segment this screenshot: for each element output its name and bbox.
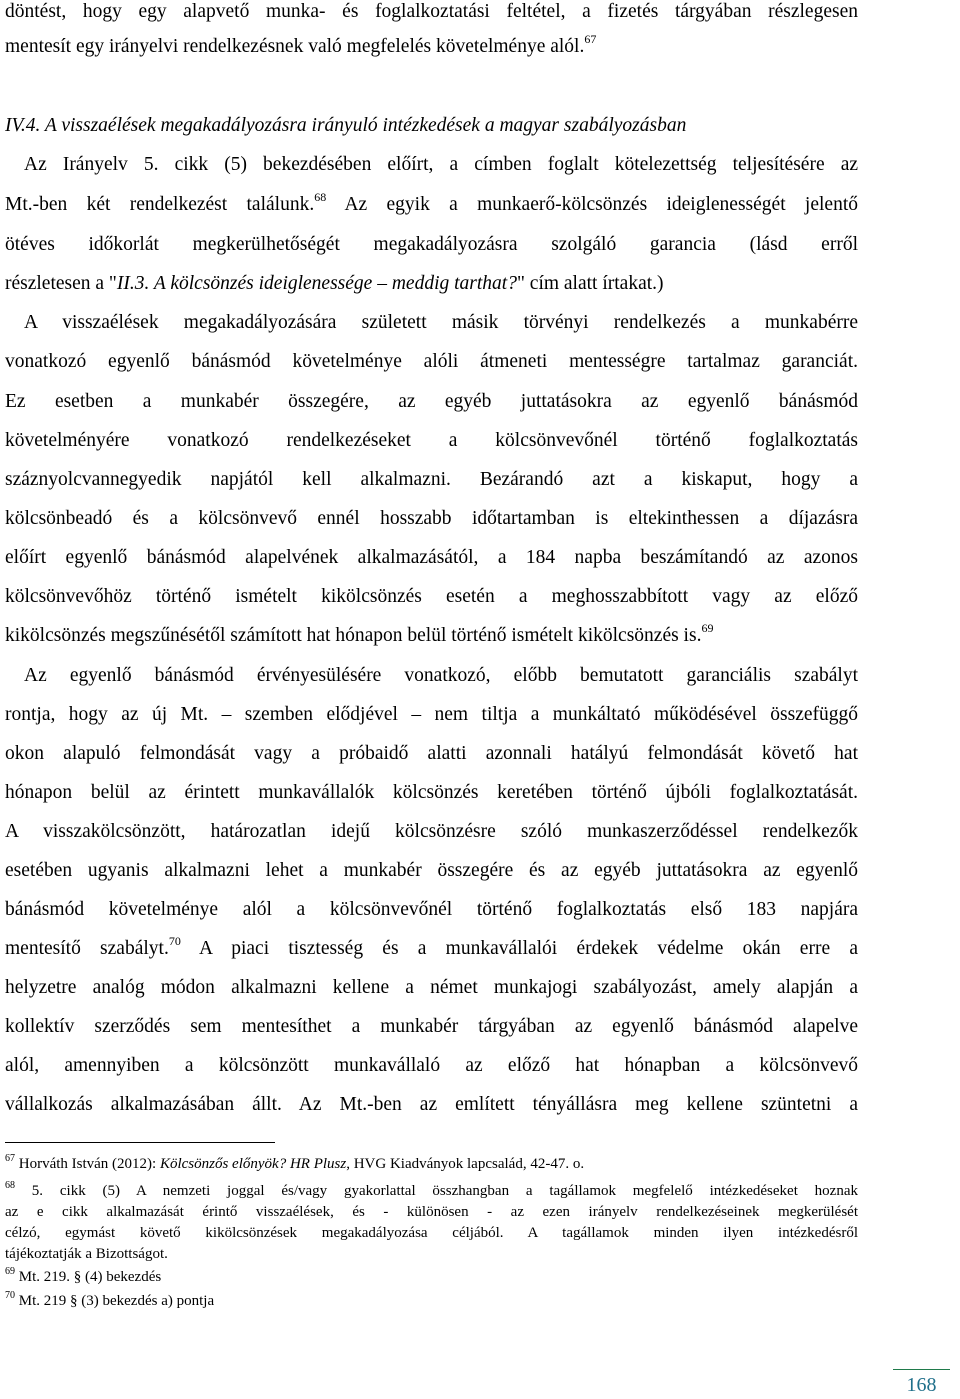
- footnote-ref[interactable]: 68: [314, 189, 327, 204]
- body-line: kölcsönbeadó és a kölcsönvevő ennél hosszabb időtartamban is eltekinthessen a díjazásra: [5, 508, 858, 529]
- body-line: előírt egyenlő bánásmód alapelvének alkalmazásától, a 184 napba beszámítandó az azonos: [5, 547, 858, 568]
- footnote-68-line: tájékoztatják a Bizottságot.: [5, 1246, 168, 1262]
- body-line: ötéves időkorlát megkerülhetőségét megakadályozásra szolgáló garancia (lásd erről: [5, 234, 858, 255]
- body-line: vonatkozó egyenlő bánásmód követelménye alóli átmeneti mentességre tartalmaz garanciát.: [5, 351, 858, 372]
- body-line: esetében ugyanis alkalmazni lehet a munkabér összegére és az egyéb juttatásokra az egyenlő: [5, 860, 858, 881]
- body-line: követelményére vonatkozó rendelkezéseket a kölcsönvevőnél történő foglalkoztatás: [5, 430, 858, 451]
- body-line: Mt.-ben két rendelkezést találunk.$^{68}$ Az egyik a munkaerő-kölcsönzés ideiglenességét jelentő: [5, 189, 858, 215]
- body-line: kölcsönvevőhöz történő ismételt kikölcsönzés esetén a meghosszabbított vagy az előző: [5, 586, 858, 607]
- footnote-67: $^{67}$ Horváth István (2012): Kölcsönzős előnyök? HR Plusz, HVG Kiadványok lapcsalád, 42-47. o.: [5, 1153, 585, 1172]
- body-line: mentesítő szabályt.$^{70}$ A piaci tisztesség és a munkavállalói érdekek védelme okán erre a: [5, 933, 858, 959]
- body-line: Az egyenlő bánásmód érvényesülésére vonatkozó, előbb bemutatott garanciális szabályt: [24, 665, 858, 686]
- footnote-separator: [5, 1142, 275, 1143]
- body-line: A visszakölcsönzött, határozatlan idejű kölcsönzésre szóló munkaszerződéssel rendelkezők: [5, 821, 858, 842]
- body-line: rontja, hogy az új Mt. – szemben elődjével – nem tiltja a munkáltató működésével összefüggő: [5, 704, 858, 725]
- footnote-69: $^{69}$ Mt. 219. § (4) bekezdés: [5, 1266, 162, 1285]
- body-line: mentesít egy irányelvi rendelkezésnek való megfelelés követelménye alól.$^{67}$: [5, 31, 597, 57]
- page-number-rule: [893, 1369, 950, 1370]
- page-number: 168: [906, 1374, 937, 1396]
- body-line: kollektív szerződés sem mentesíthet a munkabér tárgyában az egyenlő bánásmód alapelve: [5, 1016, 858, 1037]
- body-line: bánásmód követelménye alól a kölcsönvevőnél történő foglalkoztatás első 183 napjára: [5, 899, 858, 920]
- footnote-ref[interactable]: 67: [584, 31, 597, 46]
- body-line: kikölcsönzés megszűnésétől számított hat hónapon belül történő ismételt kikölcsönzés is.$^{69}$: [5, 620, 714, 646]
- body-line: hónapon belül az érintett munkavállalók kölcsönzés keretében történő újbóli foglalkoztatását.: [5, 782, 858, 803]
- body-line: Az Irányelv 5. cikk (5) bekezdésében előírt, a címben foglalt kötelezettség teljesítésére az: [24, 154, 858, 175]
- footnote-68-line: célzó, egymást követő kikölcsönzések megakadályozása céljából. A tagállamok minden ilyen intézkedésről: [5, 1225, 858, 1241]
- footnote-68-line: az e cikk alkalmazását érintő visszaélések, és - különösen - az ezen irányelv rendelkezéseinek megkerülését: [5, 1204, 858, 1220]
- body-line: döntést, hogy egy alapvető munka- és foglalkoztatási feltétel, a fizetés tárgyában részlegesen: [5, 1, 858, 22]
- body-line: helyzetre analóg módon alkalmazni kellene a német munkajogi szabályozást, amely alapján a: [5, 977, 858, 998]
- body-line: alól, amennyiben a kölcsönzött munkavállaló az előző hat hónapban a kölcsönvevő: [5, 1055, 858, 1076]
- footnote-ref[interactable]: 70: [168, 933, 181, 948]
- body-line: száznyolcvannegyedik napjától kell alkalmazni. Bezárandó azt a kiskaput, hogy a: [5, 469, 858, 490]
- body-line: részletesen a "II.3. A kölcsönzés ideiglenessége – meddig tarthat?" cím alatt írtakat.): [5, 273, 664, 294]
- footnote-70: $^{70}$ Mt. 219 § (3) bekezdés a) pontja: [5, 1290, 215, 1309]
- body-line: okon alapuló felmondását vagy a próbaidő alatti azonnali hatályú felmondását követő hat: [5, 743, 858, 764]
- section-heading: IV.4. A visszaélések megakadályozásra irányuló intézkedések a magyar szabályozásban: [5, 115, 687, 136]
- footnote-ref[interactable]: 69: [701, 620, 714, 635]
- footnote-68: $^{68}$ 5. cikk (5) A nemzeti joggal és/vagy gyakorlattal összhangban a tagállamok megfelelő intézkedéseket hoznak: [5, 1180, 858, 1199]
- body-line: Ez esetben a munkabér összegére, az egyéb juttatásokra az egyenlő bánásmód: [5, 391, 858, 412]
- body-line: A visszaélések megakadályozására született másik törvényi rendelkezés a munkabérre: [24, 312, 858, 333]
- body-line: vállalkozás alkalmazásában állt. Az Mt.-ben az említett tényállásra meg kellene szüntetni a: [5, 1094, 858, 1115]
